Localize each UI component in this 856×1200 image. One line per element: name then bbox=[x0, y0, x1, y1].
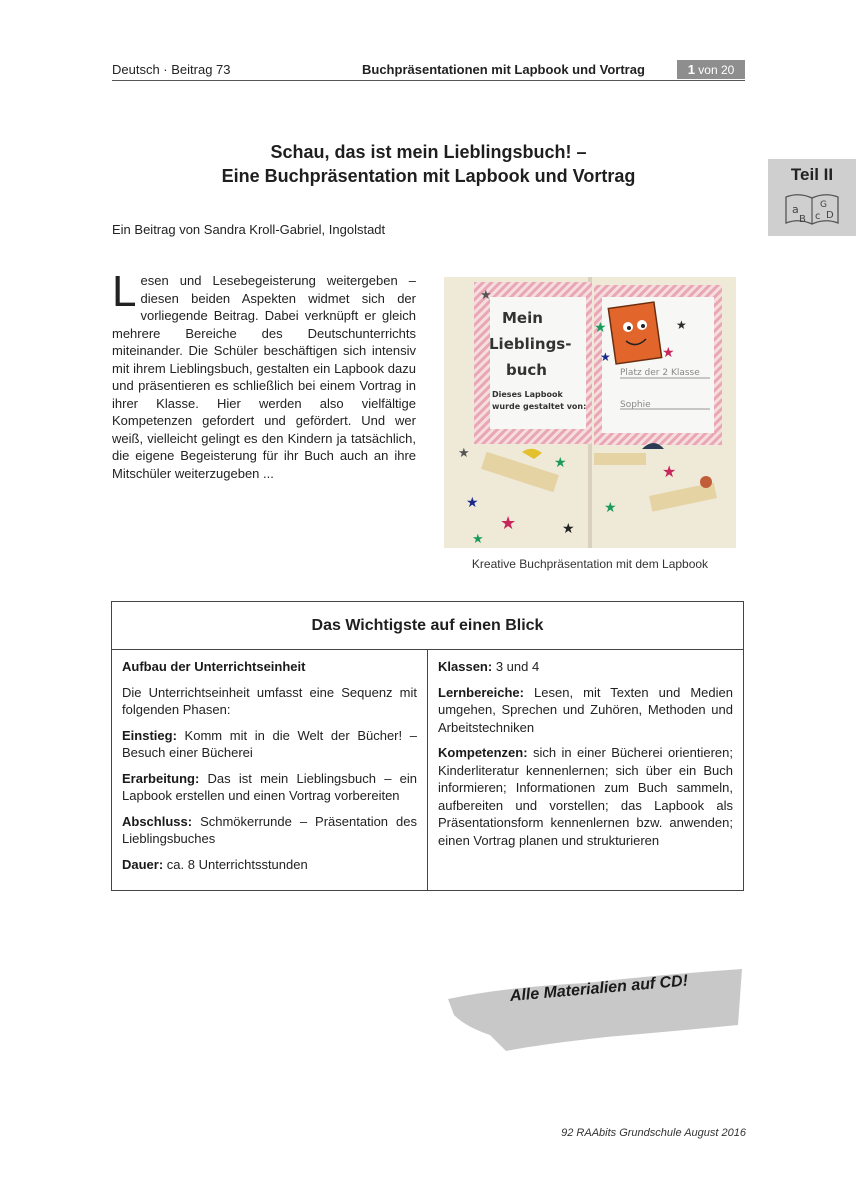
learning-areas: Lernbereiche: Lesen, mit Texten und Medien umgehen, Sprechen und Zuhören, Methoden und Arbeitstechniken bbox=[438, 684, 733, 735]
svg-text:★: ★ bbox=[466, 495, 479, 511]
lapbook-heading-1: Mein bbox=[502, 309, 543, 327]
summary-left-column bbox=[112, 650, 428, 890]
intro-paragraph bbox=[112, 267, 416, 482]
lapbook-heading-3: buch bbox=[506, 361, 547, 379]
svg-text:c: c bbox=[815, 211, 821, 222]
phase-abschluss: Abschluss: Schmökerrunde – Präsentation des Lieblingsbuches bbox=[122, 813, 417, 846]
cd-banner-text: Alle Materialien auf CD! bbox=[509, 972, 689, 1005]
drop-cap: L bbox=[112, 267, 137, 316]
lapbook-subtext-1: Dieses Lapbook bbox=[492, 390, 563, 399]
svg-text:★: ★ bbox=[600, 350, 611, 364]
lapbook-photo bbox=[444, 277, 736, 548]
svg-text:B: B bbox=[799, 214, 806, 225]
title-line-2: Eine Buchpräsentation mit Lapbook und Vortrag bbox=[221, 166, 636, 186]
page-footer: 92 RAAbits Grundschule August 2016 bbox=[561, 1127, 746, 1139]
page-header bbox=[112, 60, 745, 81]
photo-caption: Kreative Buchpräsentation mit dem Lapbook bbox=[471, 557, 709, 571]
title-line-1: Schau, das ist mein Lieblingsbuch! – bbox=[270, 142, 587, 162]
summary-right-column bbox=[428, 650, 743, 890]
svg-text:★: ★ bbox=[472, 532, 484, 547]
page-number: 1 bbox=[687, 62, 695, 77]
lapbook-name-text: Sophie bbox=[620, 400, 651, 410]
svg-text:★: ★ bbox=[562, 521, 575, 537]
alphabet-book-icon bbox=[782, 189, 842, 229]
unit-structure-heading: Aufbau der Unterrichtseinheit bbox=[122, 659, 306, 674]
intro-text: esen und Lesebegeisterung weitergeben – diesen beiden Aspekten widmet sich der vorliegende Beitrag. Dabei verknüpft er gleich mehrere Bereiche des Deutschunterrichts miteinander. Die Schüler beschäftigen sich intensiv mit ihrem Lieblingsbuch, gestalten ein Lapbook dazu und präsentieren es schließlich bei einem Vortrag in ihrer Klasse. Hier werden also vielfältige Kompetenzen gefordert und gefördert. Und wer weiß, vielleicht gelingt es den Kindern ja tatsächlich, die eigene Begeisterung für ihr Buch auch an ihre Mitschüler weiterzugeben ... bbox=[112, 273, 416, 481]
section-tab-label: Teil II bbox=[790, 165, 834, 184]
svg-text:D: D bbox=[826, 210, 834, 221]
page-indicator bbox=[677, 60, 745, 79]
lapbook-class-text: Platz der 2 Klasse bbox=[620, 368, 700, 378]
page-title bbox=[112, 140, 745, 188]
svg-text:★: ★ bbox=[480, 288, 492, 303]
cd-banner-shape bbox=[446, 965, 746, 1055]
header-topic: Buchpräsentationen mit Lapbook und Vortrag bbox=[362, 62, 645, 77]
competencies: Kompetenzen: sich in einer Bücherei orientieren; Kinderliteratur kennenlernen; sich über ein Buch informieren; Informationen zum Buch sammeln, aufbereiten und vorstellen; das Lapbook als Präsentationsform kennenlernen bzw. anwenden; einen Vortrag planen und strukturieren bbox=[438, 745, 733, 848]
svg-text:G: G bbox=[820, 200, 827, 210]
svg-text:★: ★ bbox=[500, 513, 517, 534]
phase-einstieg: Einstieg: Komm mit in die Welt der Bücher! – Besuch einer Bücherei bbox=[122, 727, 417, 760]
svg-text:a: a bbox=[792, 203, 799, 216]
svg-text:★: ★ bbox=[458, 446, 470, 461]
svg-text:★: ★ bbox=[604, 500, 617, 516]
header-subject: Deutsch · Beitrag 73 bbox=[112, 62, 231, 77]
summary-box-title: Das Wichtigste auf einen Blick bbox=[112, 602, 743, 650]
author-byline: Ein Beitrag von Sandra Kroll-Gabriel, Ingolstadt bbox=[112, 222, 386, 237]
svg-text:★: ★ bbox=[594, 320, 607, 336]
grades: Klassen: 3 und 4 bbox=[438, 659, 540, 674]
summary-box bbox=[111, 601, 744, 891]
svg-text:★: ★ bbox=[676, 318, 687, 332]
phase-erarbeitung: Erarbeitung: Das ist mein Lieblingsbuch – ein Lapbook erstellen und einen Vortrag vorbereiten bbox=[122, 770, 417, 803]
duration: Dauer: ca. 8 Unterrichtsstunden bbox=[122, 856, 308, 872]
svg-text:★: ★ bbox=[554, 455, 567, 471]
lapbook-illustration bbox=[444, 277, 736, 548]
unit-intro: Die Unterrichtseinheit umfasst eine Sequenz mit folgenden Phasen: bbox=[122, 684, 417, 717]
lapbook-heading-2: Lieblings- bbox=[489, 335, 572, 353]
page-total: von 20 bbox=[698, 63, 735, 77]
lapbook-subtext-2: wurde gestaltet von: bbox=[492, 402, 587, 411]
section-tab bbox=[768, 159, 856, 236]
svg-text:★: ★ bbox=[662, 345, 675, 361]
svg-text:★: ★ bbox=[662, 462, 677, 481]
